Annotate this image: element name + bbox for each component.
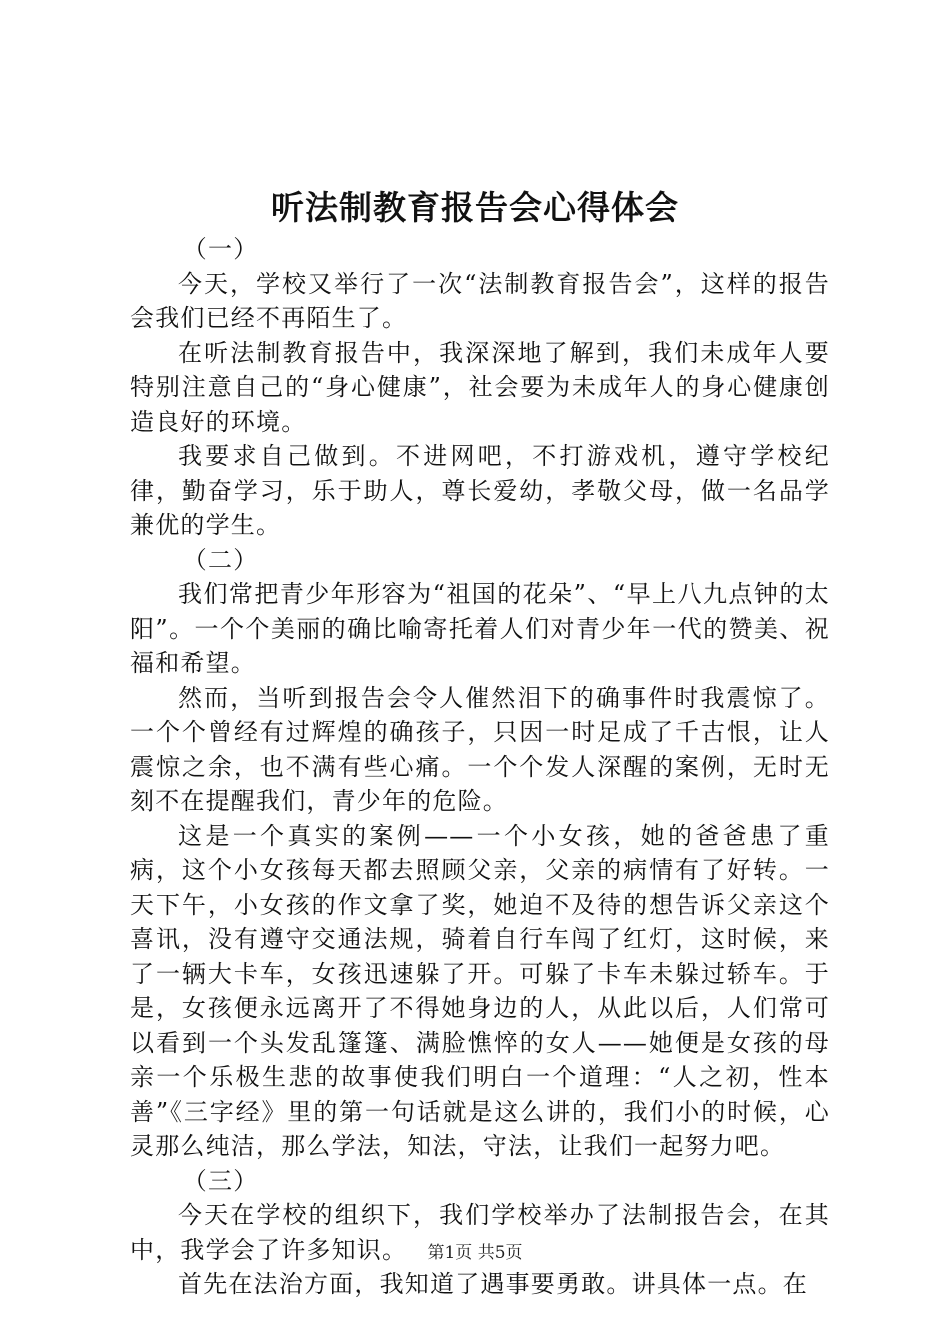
page-title: 听法制教育报告会心得体会: [271, 188, 679, 227]
paragraph: 我们常把青少年形容为“祖国的花朵”、“早上八九点钟的太阳”。一个个美丽的确比喻寄托着人们对青少年一代的赞美、祝福和希望。: [130, 580, 830, 677]
paragraph: 在听法制教育报告中，我深深地了解到，我们未成年人要特别注意自己的“身心健康”，社会要为未成年人的身心健康创造良好的环境。: [130, 338, 830, 436]
page-number-footer: 第1页 共5页: [427, 1243, 523, 1263]
document-body: [130, 232, 830, 1302]
section-heading: （一）: [182, 235, 259, 263]
paragraph: 这是一个真实的案例——一个小女孩，她的爸爸患了重病，这个小女孩每天都去照顾父亲，父亲的病情有了好转。一天下午，小女孩的作文拿了奖，她迫不及待的想告诉父亲这个喜讯，没有遵守交通法规，骑着自行车闯了红灯，这时候，来了一辆大卡车，女孩迅速躲了开。可躲了卡车未躲过轿车。于是，女孩便永远离开了不得她身边的人，从此以后，人们常可以看到一个头发乱篷篷、满脸憔悴的女人——她便是女孩的母亲一个乐极生悲的故事使我们明白一个道理：“人之初，性本善”《三字经》里的第一句话就是这么讲的，我们小的时候，心灵那么纯洁，那么学法，知法，守法，让我们一起努力吧。: [130, 821, 830, 1160]
paragraph: 今天在学校的组织下，我们学校举办了法制报告会，在其中，我学会了许多知识。: [130, 1201, 830, 1264]
paragraph: 然而，当听到报告会令人催然泪下的确事件时我震惊了。一个个曾经有过辉煌的确孩子，只因一时足成了千古恨，让人震惊之余，也不满有些心痛。一个个发人深醒的案例，无时无刻不在提醒我们，青少年的危险。: [130, 683, 830, 815]
paragraph: 首先在法治方面，我知道了遇事要勇敢。讲具体一点。在: [178, 1270, 808, 1298]
section-heading: （三）: [182, 1166, 259, 1195]
section-heading: （二）: [182, 545, 259, 574]
paragraph: 今天，学校又举行了一次“法制教育报告会”，这样的报告会我们已经不再陌生了。: [130, 269, 830, 332]
paragraph: 我要求自己做到。不进网吧，不打游戏机，遵守学校纪律，勤奋学习，乐于助人，尊长爱幼，孝敬父母，做一名品学兼优的学生。: [130, 442, 830, 539]
